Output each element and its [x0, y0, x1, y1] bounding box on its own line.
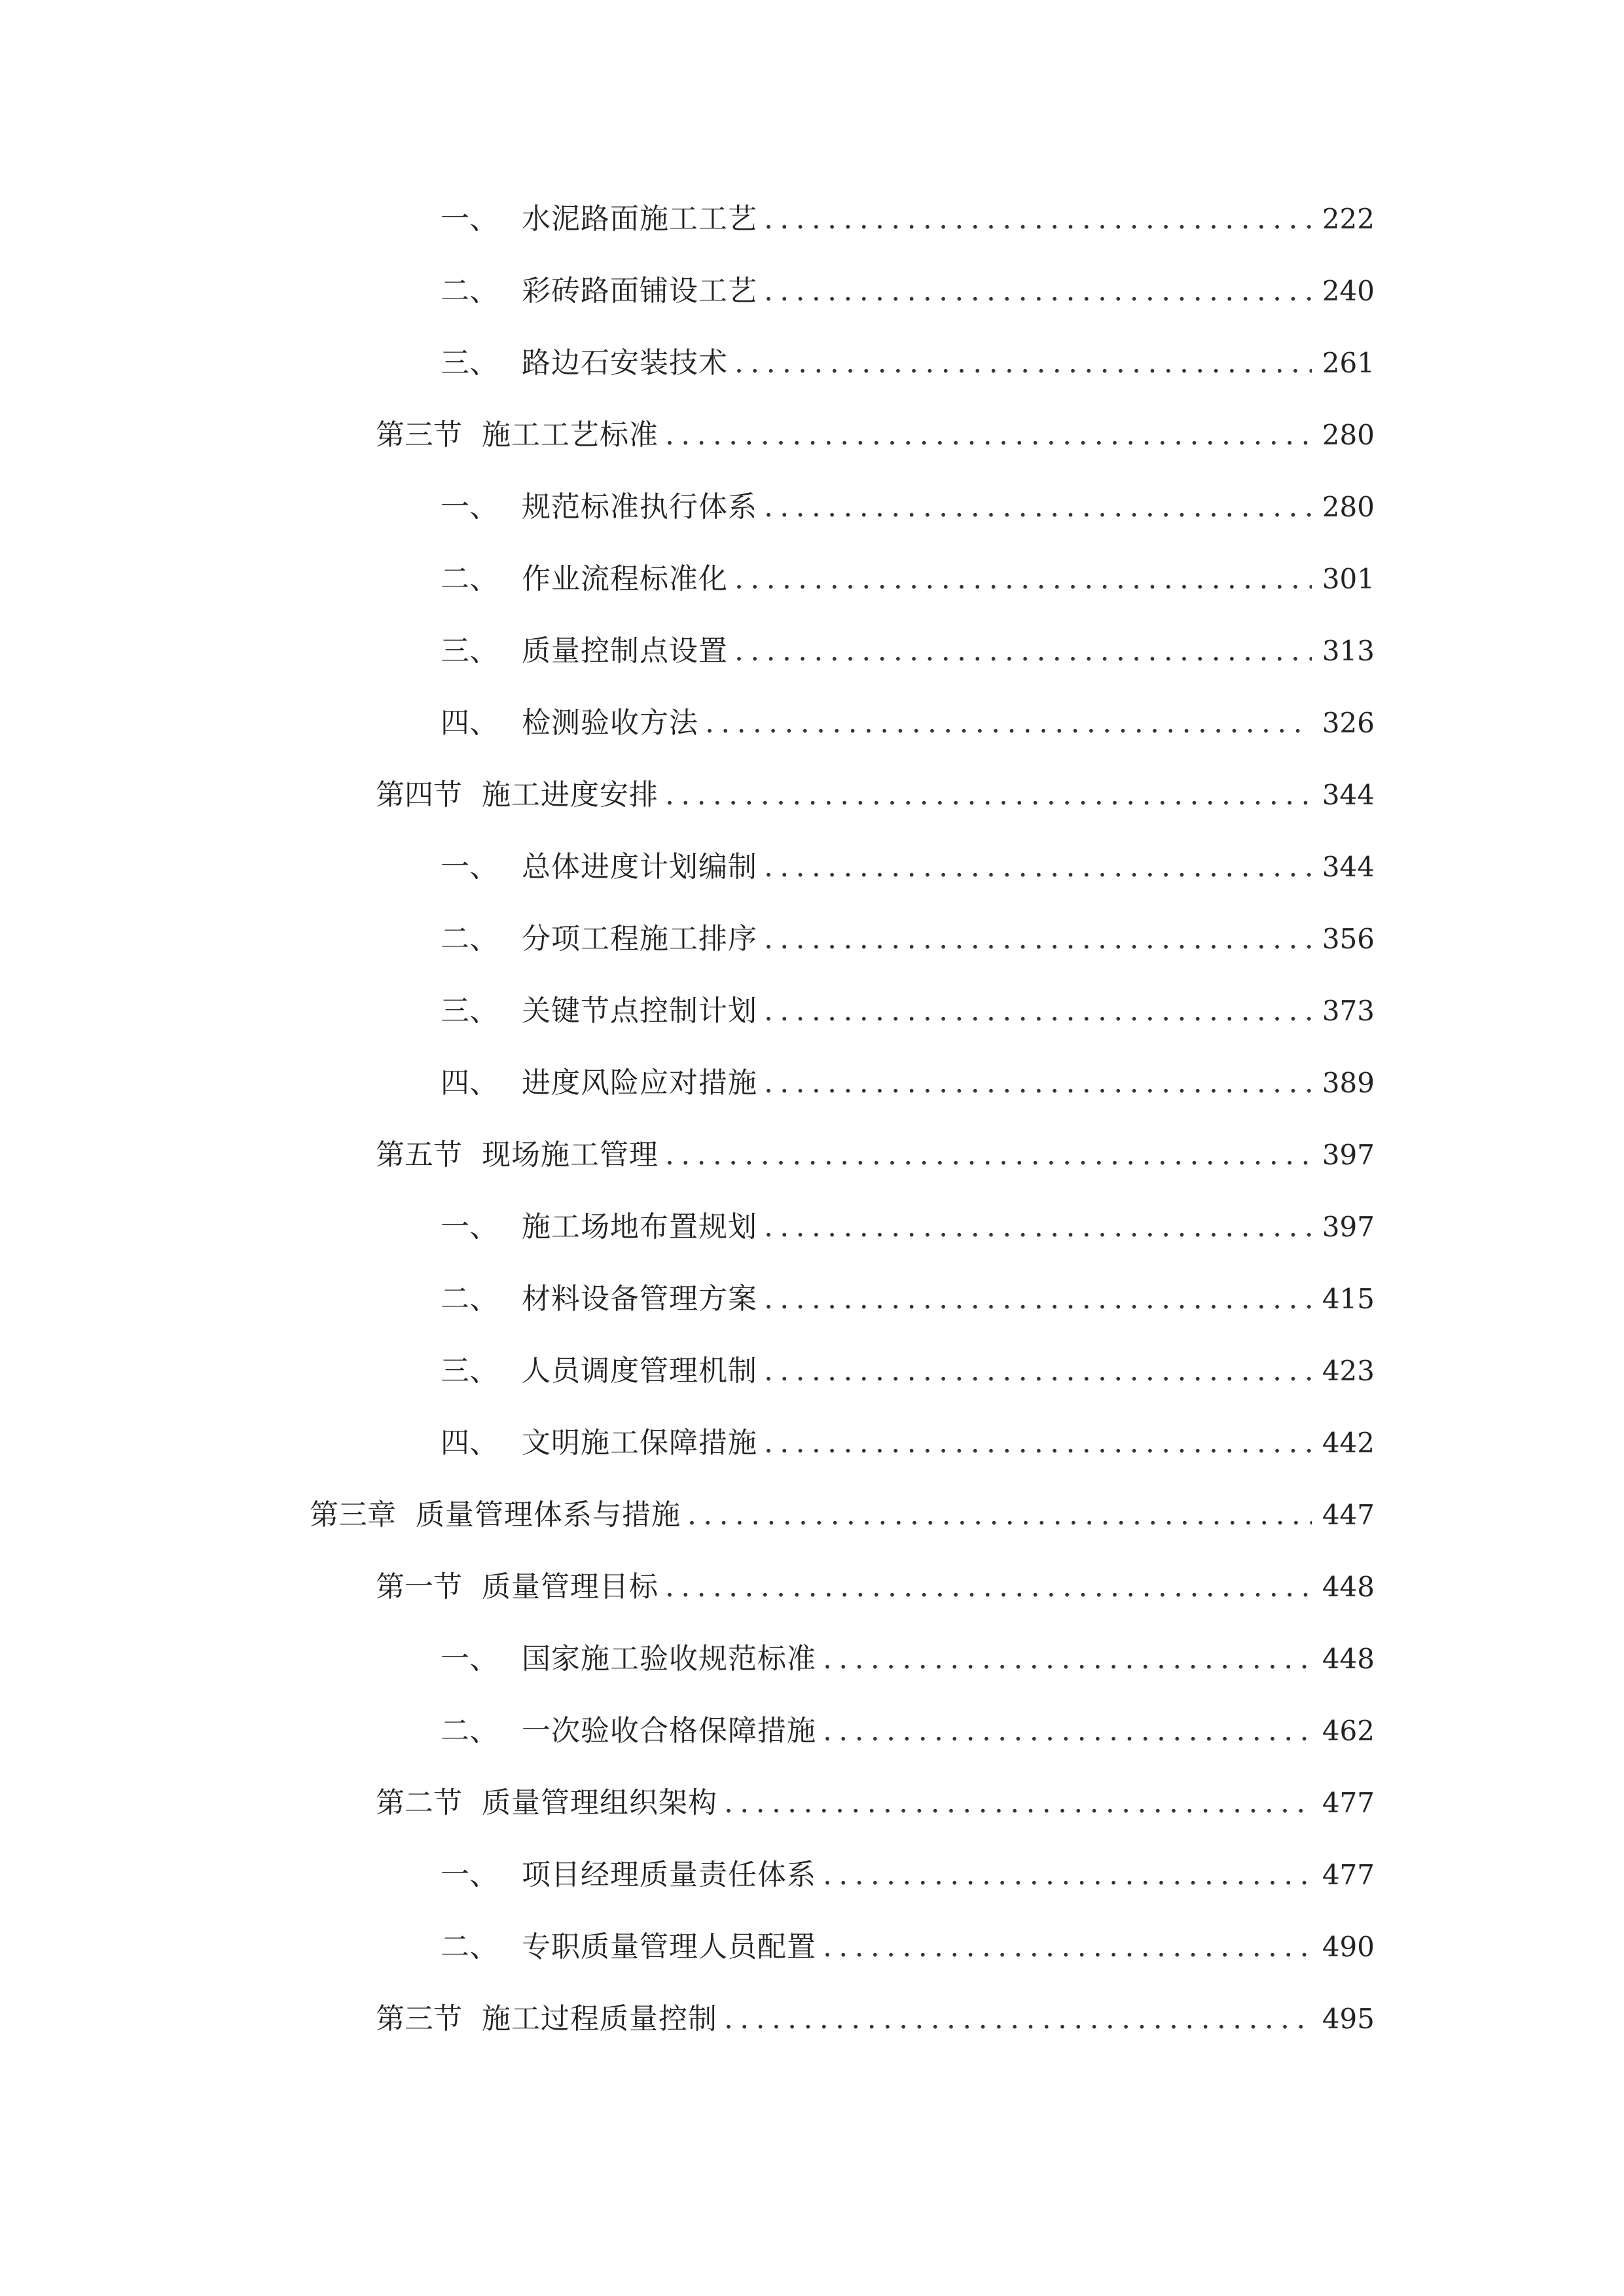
toc-entry[interactable] [441, 337, 1375, 389]
toc-entry-number: 二、 [441, 1282, 498, 1316]
toc-entry-title: 关键节点控制计划 [522, 994, 757, 1028]
toc-entry[interactable] [441, 985, 1375, 1037]
toc-entry-title: 质量控制点设置 [522, 634, 728, 668]
toc-entry[interactable] [376, 769, 1375, 821]
toc-entry-number: 一、 [441, 850, 498, 884]
toc-dot-leader [665, 1129, 1312, 1181]
toc-entry-title: 彩砖路面铺设工艺 [522, 274, 757, 308]
toc-dot-leader [764, 481, 1312, 533]
toc-entry-title: 作业流程标准化 [522, 562, 728, 596]
toc-entry-number: 二、 [441, 562, 498, 596]
toc-page-number: 490 [1322, 1931, 1375, 1963]
toc-dot-leader [764, 1417, 1312, 1469]
toc-entry-title: 分项工程施工排序 [522, 922, 757, 956]
toc-entry-number: 四、 [441, 1426, 498, 1460]
toc-dot-leader [823, 1921, 1312, 1973]
toc-dot-leader [823, 1705, 1312, 1757]
toc-dot-leader [764, 265, 1312, 317]
toc-entry-title: 文明施工保障措施 [522, 1426, 757, 1460]
toc-page-number: 423 [1322, 1355, 1375, 1387]
toc-entry-title: 项目经理质量责任体系 [522, 1858, 816, 1892]
toc-page-number: 280 [1322, 491, 1375, 523]
toc-entry-title: 路边石安装技术 [522, 346, 728, 380]
toc-dot-leader [764, 1201, 1312, 1253]
toc-dot-leader [734, 625, 1312, 677]
toc-dot-leader [764, 841, 1312, 893]
toc-entry-title: 现场施工管理 [482, 1138, 659, 1172]
toc-page-number: 448 [1322, 1643, 1375, 1675]
toc-entry-title: 施工场地布置规划 [522, 1210, 757, 1244]
toc-entry[interactable] [441, 1273, 1375, 1325]
toc-entry[interactable] [441, 697, 1375, 749]
toc-page-number: 415 [1322, 1283, 1375, 1315]
toc-entry-number: 二、 [441, 274, 498, 308]
toc-entry-number: 一、 [441, 202, 498, 236]
toc-entry[interactable] [441, 193, 1375, 245]
toc-page-number: 344 [1322, 779, 1375, 811]
toc-entry[interactable] [441, 841, 1375, 893]
toc-entry-number: 二、 [441, 922, 498, 956]
toc-page-number: 301 [1322, 563, 1375, 595]
toc-entry-title: 检测验收方法 [522, 706, 698, 740]
toc-page-number: 280 [1322, 419, 1375, 451]
toc-page-number: 389 [1322, 1067, 1375, 1099]
toc-entry[interactable] [441, 1705, 1375, 1757]
toc-entry[interactable] [376, 1993, 1375, 2045]
toc-entry-number: 一、 [441, 1858, 498, 1892]
toc-entry-number: 三、 [441, 634, 498, 668]
toc-entry-number: 第三章 [310, 1498, 396, 1532]
toc-entry[interactable] [376, 409, 1375, 461]
toc-entry-number: 一、 [441, 1642, 498, 1676]
toc-page-number: 462 [1322, 1715, 1375, 1747]
toc-page-number: 326 [1322, 707, 1375, 739]
toc-dot-leader [764, 1057, 1312, 1109]
toc-page-number: 356 [1322, 923, 1375, 955]
toc-entry-title: 水泥路面施工工艺 [522, 202, 757, 236]
toc-page-number: 397 [1322, 1139, 1375, 1171]
toc-entry[interactable] [310, 1489, 1375, 1541]
toc-dot-leader [665, 409, 1312, 461]
toc-entry[interactable] [441, 481, 1375, 533]
toc-dot-leader [823, 1633, 1312, 1685]
toc-entry-number: 一、 [441, 490, 498, 524]
toc-entry-title: 质量管理组织架构 [482, 1786, 717, 1820]
toc-entry-title: 质量管理体系与措施 [416, 1498, 681, 1532]
toc-dot-leader [764, 913, 1312, 965]
toc-entry-number: 第三节 [376, 418, 462, 452]
toc-entry[interactable] [376, 1561, 1375, 1613]
toc-dot-leader [687, 1489, 1312, 1541]
toc-page-number: 222 [1322, 203, 1375, 235]
toc-entry[interactable] [441, 553, 1375, 605]
toc-dot-leader [764, 1345, 1312, 1397]
toc-entry-number: 第三节 [376, 2002, 462, 2036]
toc-entry-number: 第四节 [376, 778, 462, 812]
toc-entry-number: 第一节 [376, 1570, 462, 1604]
toc-entry-number: 二、 [441, 1930, 498, 1964]
toc-entry-title: 国家施工验收规范标准 [522, 1642, 816, 1676]
toc-entry-title: 人员调度管理机制 [522, 1354, 757, 1388]
toc-page-number: 495 [1322, 2003, 1375, 2035]
toc-page-number: 240 [1322, 275, 1375, 307]
toc-page-number: 313 [1322, 635, 1375, 667]
toc-page-number: 373 [1322, 995, 1375, 1027]
toc-entry-title: 专职质量管理人员配置 [522, 1930, 816, 1964]
toc-page-number: 477 [1322, 1859, 1375, 1891]
toc-entry-number: 三、 [441, 1354, 498, 1388]
toc-entry[interactable] [441, 1849, 1375, 1901]
toc-entry-title: 总体进度计划编制 [522, 850, 757, 884]
toc-entry-title: 施工进度安排 [482, 778, 659, 812]
toc-entry-number: 三、 [441, 346, 498, 380]
toc-entry-number: 二、 [441, 1714, 498, 1748]
toc-entry[interactable] [441, 1417, 1375, 1469]
toc-entry-title: 质量管理目标 [482, 1570, 659, 1604]
toc-entry[interactable] [376, 1129, 1375, 1181]
toc-entry-title: 进度风险应对措施 [522, 1066, 757, 1100]
toc-dot-leader [724, 1993, 1312, 2045]
toc-entry-title: 规范标准执行体系 [522, 490, 757, 524]
toc-entry-title: 施工过程质量控制 [482, 2002, 717, 2036]
toc-entry-number: 三、 [441, 994, 498, 1028]
toc-page-number: 261 [1322, 347, 1375, 379]
toc-page-number: 442 [1322, 1427, 1375, 1459]
toc-dot-leader [764, 193, 1312, 245]
toc-entry-title: 施工工艺标准 [482, 418, 659, 452]
toc-dot-leader [823, 1849, 1312, 1901]
toc-entry-number: 四、 [441, 1066, 498, 1100]
toc-entry[interactable] [441, 265, 1375, 317]
toc-entry-number: 第五节 [376, 1138, 462, 1172]
toc-dot-leader [764, 1273, 1312, 1325]
toc-entry[interactable] [441, 1921, 1375, 1973]
toc-dot-leader [724, 1777, 1312, 1829]
toc-entry-number: 第二节 [376, 1786, 462, 1820]
toc-dot-leader [665, 769, 1312, 821]
toc-dot-leader [705, 697, 1312, 749]
toc-dot-leader [734, 553, 1312, 605]
toc-dot-leader [665, 1561, 1312, 1613]
toc-entry[interactable] [441, 625, 1375, 677]
toc-entry[interactable] [441, 1633, 1375, 1685]
toc-page-number: 448 [1322, 1571, 1375, 1603]
toc-entry[interactable] [441, 1057, 1375, 1109]
toc-dot-leader [734, 337, 1312, 389]
toc-entry[interactable] [441, 1345, 1375, 1397]
toc-entry[interactable] [376, 1777, 1375, 1829]
toc-entry-title: 材料设备管理方案 [522, 1282, 757, 1316]
toc-page-number: 477 [1322, 1787, 1375, 1819]
toc-page-number: 397 [1322, 1211, 1375, 1243]
toc-entry-title: 一次验收合格保障措施 [522, 1714, 816, 1748]
toc-page-number: 344 [1322, 851, 1375, 883]
toc-entry[interactable] [441, 1201, 1375, 1253]
toc-dot-leader [764, 985, 1312, 1037]
toc-entry-number: 一、 [441, 1210, 498, 1244]
toc-page-number: 447 [1322, 1499, 1375, 1531]
toc-entry-number: 四、 [441, 706, 498, 740]
toc-entry[interactable] [441, 913, 1375, 965]
